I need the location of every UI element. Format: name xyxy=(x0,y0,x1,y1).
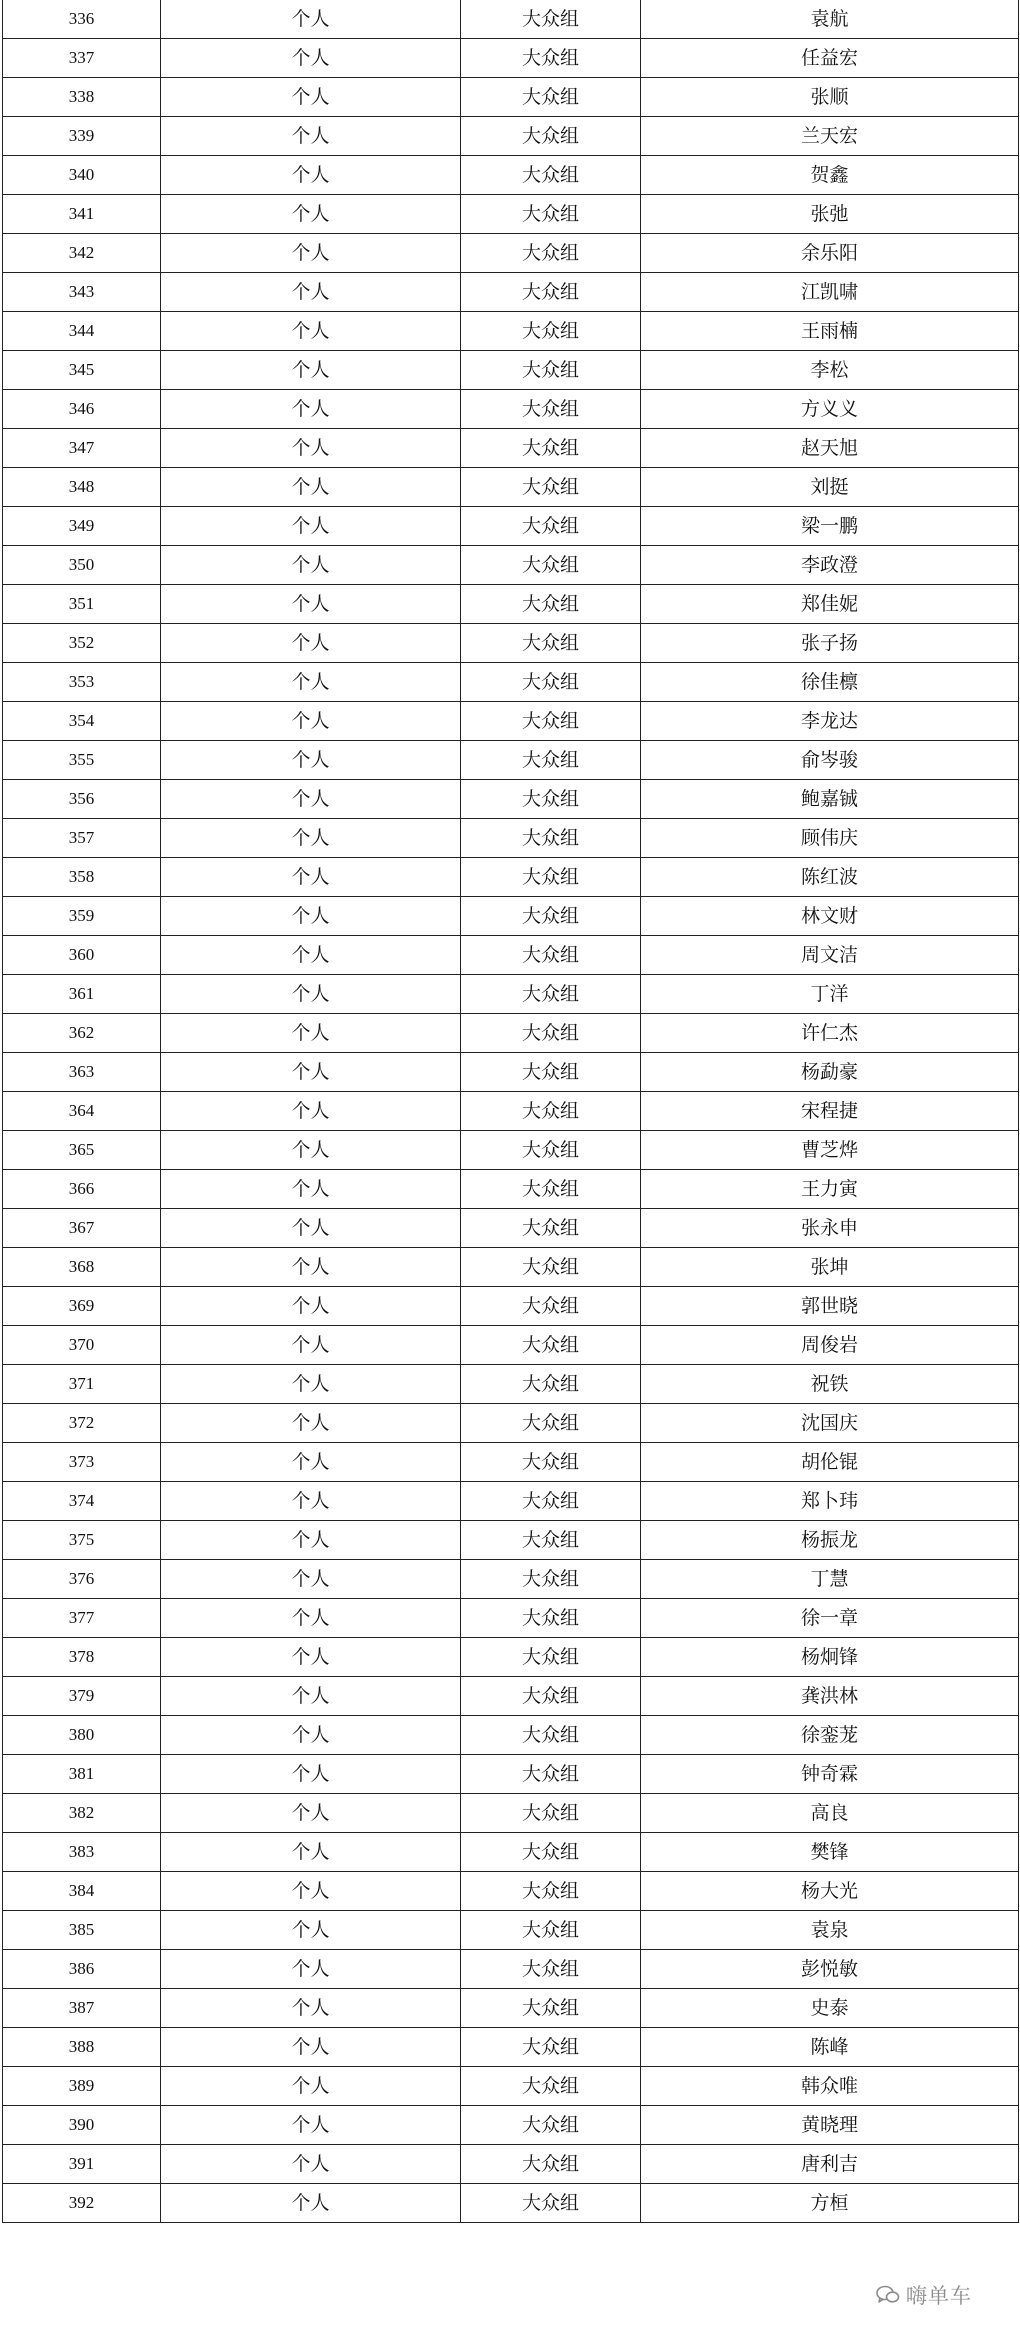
row-number-cell: 340 xyxy=(3,156,161,195)
table-row xyxy=(3,1170,1019,1209)
participant-name-cell: 钟奇霖 xyxy=(641,1755,1019,1794)
category-cell: 大众组 xyxy=(461,1872,641,1911)
participant-name-cell: 宋程捷 xyxy=(641,1092,1019,1131)
category-cell: 大众组 xyxy=(461,2028,641,2067)
participant-name-cell: 张子扬 xyxy=(641,624,1019,663)
participant-name-cell: 郑卜玮 xyxy=(641,1482,1019,1521)
row-number-cell: 364 xyxy=(3,1092,161,1131)
participant-name-cell: 袁航 xyxy=(641,0,1019,39)
participant-name-cell: 兰天宏 xyxy=(641,117,1019,156)
participant-name-cell: 李龙达 xyxy=(641,702,1019,741)
entry-type-cell: 个人 xyxy=(161,1794,461,1833)
row-number-cell: 392 xyxy=(3,2184,161,2223)
entry-type-cell: 个人 xyxy=(161,897,461,936)
row-number-cell: 353 xyxy=(3,663,161,702)
entry-type-cell: 个人 xyxy=(161,1248,461,1287)
table-row xyxy=(3,1131,1019,1170)
participant-name-cell: 袁泉 xyxy=(641,1911,1019,1950)
category-cell: 大众组 xyxy=(461,156,641,195)
category-cell: 大众组 xyxy=(461,429,641,468)
table-row xyxy=(3,1482,1019,1521)
table-row xyxy=(3,741,1019,780)
participant-name-cell: 张顺 xyxy=(641,78,1019,117)
participant-name-cell: 史泰 xyxy=(641,1989,1019,2028)
row-number-cell: 381 xyxy=(3,1755,161,1794)
table-row xyxy=(3,117,1019,156)
category-cell: 大众组 xyxy=(461,897,641,936)
participant-name-cell: 杨勐豪 xyxy=(641,1053,1019,1092)
participant-name-cell: 李政澄 xyxy=(641,546,1019,585)
row-number-cell: 378 xyxy=(3,1638,161,1677)
entry-type-cell: 个人 xyxy=(161,1170,461,1209)
participant-name-cell: 方桓 xyxy=(641,2184,1019,2223)
entry-type-cell: 个人 xyxy=(161,390,461,429)
category-cell: 大众组 xyxy=(461,624,641,663)
row-number-cell: 354 xyxy=(3,702,161,741)
row-number-cell: 342 xyxy=(3,234,161,273)
entry-type-cell: 个人 xyxy=(161,2028,461,2067)
entry-type-cell: 个人 xyxy=(161,468,461,507)
category-cell: 大众组 xyxy=(461,1599,641,1638)
participant-name-cell: 周俊岩 xyxy=(641,1326,1019,1365)
table-row xyxy=(3,624,1019,663)
entry-type-cell: 个人 xyxy=(161,2184,461,2223)
row-number-cell: 389 xyxy=(3,2067,161,2106)
row-number-cell: 387 xyxy=(3,1989,161,2028)
entry-type-cell: 个人 xyxy=(161,936,461,975)
table-row xyxy=(3,351,1019,390)
table-row xyxy=(3,1794,1019,1833)
row-number-cell: 374 xyxy=(3,1482,161,1521)
entry-type-cell: 个人 xyxy=(161,585,461,624)
category-cell: 大众组 xyxy=(461,1248,641,1287)
category-cell: 大众组 xyxy=(461,2067,641,2106)
category-cell: 大众组 xyxy=(461,858,641,897)
entry-type-cell: 个人 xyxy=(161,0,461,39)
category-cell: 大众组 xyxy=(461,1443,641,1482)
row-number-cell: 383 xyxy=(3,1833,161,1872)
row-number-cell: 376 xyxy=(3,1560,161,1599)
row-number-cell: 337 xyxy=(3,39,161,78)
participant-name-cell: 林文财 xyxy=(641,897,1019,936)
category-cell: 大众组 xyxy=(461,1170,641,1209)
category-cell: 大众组 xyxy=(461,975,641,1014)
participant-name-cell: 龚洪林 xyxy=(641,1677,1019,1716)
entry-type-cell: 个人 xyxy=(161,1404,461,1443)
table-row xyxy=(3,1560,1019,1599)
row-number-cell: 368 xyxy=(3,1248,161,1287)
participant-name-cell: 刘挺 xyxy=(641,468,1019,507)
source-watermark xyxy=(872,2280,976,2310)
table-row xyxy=(3,468,1019,507)
table-row xyxy=(3,585,1019,624)
participant-name-cell: 丁慧 xyxy=(641,1560,1019,1599)
participant-name-cell: 徐一章 xyxy=(641,1599,1019,1638)
entry-type-cell: 个人 xyxy=(161,2067,461,2106)
row-number-cell: 388 xyxy=(3,2028,161,2067)
entry-type-cell: 个人 xyxy=(161,429,461,468)
row-number-cell: 345 xyxy=(3,351,161,390)
table-row xyxy=(3,858,1019,897)
entry-type-cell: 个人 xyxy=(161,234,461,273)
table-row xyxy=(3,702,1019,741)
category-cell: 大众组 xyxy=(461,741,641,780)
row-number-cell: 370 xyxy=(3,1326,161,1365)
watermark-text: 嗨单车 xyxy=(906,2284,972,2308)
row-number-cell: 359 xyxy=(3,897,161,936)
row-number-cell: 371 xyxy=(3,1365,161,1404)
table-row xyxy=(3,1443,1019,1482)
entry-type-cell: 个人 xyxy=(161,546,461,585)
participant-name-cell: 贺鑫 xyxy=(641,156,1019,195)
participant-name-cell: 张永申 xyxy=(641,1209,1019,1248)
participant-name-cell: 张弛 xyxy=(641,195,1019,234)
category-cell: 大众组 xyxy=(461,39,641,78)
table-row xyxy=(3,1287,1019,1326)
category-cell: 大众组 xyxy=(461,2145,641,2184)
entry-type-cell: 个人 xyxy=(161,1989,461,2028)
entry-type-cell: 个人 xyxy=(161,1677,461,1716)
row-number-cell: 391 xyxy=(3,2145,161,2184)
participant-name-cell: 俞岑骏 xyxy=(641,741,1019,780)
participant-name-cell: 王力寅 xyxy=(641,1170,1019,1209)
table-row xyxy=(3,1365,1019,1404)
category-cell: 大众组 xyxy=(461,663,641,702)
entry-type-cell: 个人 xyxy=(161,1209,461,1248)
entry-type-cell: 个人 xyxy=(161,117,461,156)
row-number-cell: 351 xyxy=(3,585,161,624)
table-row xyxy=(3,2106,1019,2145)
table-row xyxy=(3,1521,1019,1560)
participant-name-cell: 张坤 xyxy=(641,1248,1019,1287)
row-number-cell: 357 xyxy=(3,819,161,858)
row-number-cell: 356 xyxy=(3,780,161,819)
row-number-cell: 390 xyxy=(3,2106,161,2145)
table-row xyxy=(3,78,1019,117)
participant-name-cell: 陈红波 xyxy=(641,858,1019,897)
row-number-cell: 365 xyxy=(3,1131,161,1170)
row-number-cell: 386 xyxy=(3,1950,161,1989)
table-row xyxy=(3,234,1019,273)
row-number-cell: 358 xyxy=(3,858,161,897)
category-cell: 大众组 xyxy=(461,780,641,819)
category-cell: 大众组 xyxy=(461,1950,641,1989)
entry-type-cell: 个人 xyxy=(161,78,461,117)
participant-table-body xyxy=(3,0,1019,2223)
category-cell: 大众组 xyxy=(461,2184,641,2223)
table-row xyxy=(3,1638,1019,1677)
participant-name-cell: 沈国庆 xyxy=(641,1404,1019,1443)
category-cell: 大众组 xyxy=(461,1911,641,1950)
participant-name-cell: 杨振龙 xyxy=(641,1521,1019,1560)
row-number-cell: 366 xyxy=(3,1170,161,1209)
category-cell: 大众组 xyxy=(461,195,641,234)
entry-type-cell: 个人 xyxy=(161,1326,461,1365)
table-row xyxy=(3,0,1019,39)
row-number-cell: 384 xyxy=(3,1872,161,1911)
row-number-cell: 367 xyxy=(3,1209,161,1248)
row-number-cell: 363 xyxy=(3,1053,161,1092)
table-row xyxy=(3,1677,1019,1716)
entry-type-cell: 个人 xyxy=(161,156,461,195)
entry-type-cell: 个人 xyxy=(161,858,461,897)
table-row xyxy=(3,936,1019,975)
row-number-cell: 348 xyxy=(3,468,161,507)
entry-type-cell: 个人 xyxy=(161,1014,461,1053)
category-cell: 大众组 xyxy=(461,1287,641,1326)
table-row xyxy=(3,273,1019,312)
row-number-cell: 380 xyxy=(3,1716,161,1755)
table-row xyxy=(3,195,1019,234)
category-cell: 大众组 xyxy=(461,1521,641,1560)
entry-type-cell: 个人 xyxy=(161,195,461,234)
row-number-cell: 375 xyxy=(3,1521,161,1560)
row-number-cell: 350 xyxy=(3,546,161,585)
row-number-cell: 338 xyxy=(3,78,161,117)
entry-type-cell: 个人 xyxy=(161,1287,461,1326)
participant-name-cell: 陈峰 xyxy=(641,2028,1019,2067)
category-cell: 大众组 xyxy=(461,1404,641,1443)
entry-type-cell: 个人 xyxy=(161,1950,461,1989)
entry-type-cell: 个人 xyxy=(161,819,461,858)
entry-type-cell: 个人 xyxy=(161,1092,461,1131)
row-number-cell: 379 xyxy=(3,1677,161,1716)
row-number-cell: 361 xyxy=(3,975,161,1014)
row-number-cell: 369 xyxy=(3,1287,161,1326)
category-cell: 大众组 xyxy=(461,1989,641,2028)
table-row xyxy=(3,1053,1019,1092)
entry-type-cell: 个人 xyxy=(161,1053,461,1092)
entry-type-cell: 个人 xyxy=(161,1599,461,1638)
row-number-cell: 373 xyxy=(3,1443,161,1482)
entry-type-cell: 个人 xyxy=(161,663,461,702)
entry-type-cell: 个人 xyxy=(161,702,461,741)
entry-type-cell: 个人 xyxy=(161,312,461,351)
category-cell: 大众组 xyxy=(461,1209,641,1248)
table-row xyxy=(3,1716,1019,1755)
participant-name-cell: 许仁杰 xyxy=(641,1014,1019,1053)
table-row xyxy=(3,1950,1019,1989)
entry-type-cell: 个人 xyxy=(161,1638,461,1677)
table-row xyxy=(3,2184,1019,2223)
row-number-cell: 344 xyxy=(3,312,161,351)
table-row xyxy=(3,897,1019,936)
category-cell: 大众组 xyxy=(461,1014,641,1053)
category-cell: 大众组 xyxy=(461,819,641,858)
participant-name-cell: 丁洋 xyxy=(641,975,1019,1014)
row-number-cell: 372 xyxy=(3,1404,161,1443)
category-cell: 大众组 xyxy=(461,1677,641,1716)
table-row xyxy=(3,39,1019,78)
table-row xyxy=(3,1989,1019,2028)
row-number-cell: 347 xyxy=(3,429,161,468)
entry-type-cell: 个人 xyxy=(161,1872,461,1911)
entry-type-cell: 个人 xyxy=(161,1911,461,1950)
entry-type-cell: 个人 xyxy=(161,1716,461,1755)
table-row xyxy=(3,1326,1019,1365)
table-row xyxy=(3,975,1019,1014)
row-number-cell: 360 xyxy=(3,936,161,975)
participant-name-cell: 梁一鹏 xyxy=(641,507,1019,546)
entry-type-cell: 个人 xyxy=(161,507,461,546)
category-cell: 大众组 xyxy=(461,1092,641,1131)
participant-name-cell: 彭悦敏 xyxy=(641,1950,1019,1989)
participant-name-cell: 黄晓理 xyxy=(641,2106,1019,2145)
category-cell: 大众组 xyxy=(461,1794,641,1833)
category-cell: 大众组 xyxy=(461,78,641,117)
row-number-cell: 377 xyxy=(3,1599,161,1638)
table-row xyxy=(3,2067,1019,2106)
entry-type-cell: 个人 xyxy=(161,39,461,78)
participant-name-cell: 赵天旭 xyxy=(641,429,1019,468)
category-cell: 大众组 xyxy=(461,702,641,741)
entry-type-cell: 个人 xyxy=(161,1560,461,1599)
category-cell: 大众组 xyxy=(461,468,641,507)
table-row xyxy=(3,312,1019,351)
participant-name-cell: 唐利吉 xyxy=(641,2145,1019,2184)
table-row xyxy=(3,546,1019,585)
category-cell: 大众组 xyxy=(461,1833,641,1872)
wechat-chat-bubble-icon xyxy=(876,2285,900,2305)
entry-type-cell: 个人 xyxy=(161,2145,461,2184)
table-row xyxy=(3,2028,1019,2067)
participant-name-cell: 杨炯锋 xyxy=(641,1638,1019,1677)
entry-type-cell: 个人 xyxy=(161,1365,461,1404)
table-row xyxy=(3,780,1019,819)
category-cell: 大众组 xyxy=(461,1638,641,1677)
table-row xyxy=(3,1092,1019,1131)
category-cell: 大众组 xyxy=(461,1326,641,1365)
table-row xyxy=(3,2145,1019,2184)
category-cell: 大众组 xyxy=(461,117,641,156)
category-cell: 大众组 xyxy=(461,1755,641,1794)
category-cell: 大众组 xyxy=(461,546,641,585)
table-row xyxy=(3,1833,1019,1872)
participant-name-cell: 胡伦锟 xyxy=(641,1443,1019,1482)
row-number-cell: 385 xyxy=(3,1911,161,1950)
category-cell: 大众组 xyxy=(461,0,641,39)
entry-type-cell: 个人 xyxy=(161,273,461,312)
entry-type-cell: 个人 xyxy=(161,1755,461,1794)
category-cell: 大众组 xyxy=(461,507,641,546)
table-row xyxy=(3,507,1019,546)
row-number-cell: 382 xyxy=(3,1794,161,1833)
row-number-cell: 355 xyxy=(3,741,161,780)
participant-name-cell: 曹芝烨 xyxy=(641,1131,1019,1170)
category-cell: 大众组 xyxy=(461,234,641,273)
table-row xyxy=(3,1599,1019,1638)
row-number-cell: 352 xyxy=(3,624,161,663)
entry-type-cell: 个人 xyxy=(161,975,461,1014)
participant-name-cell: 徐銮茏 xyxy=(641,1716,1019,1755)
participant-name-cell: 樊锋 xyxy=(641,1833,1019,1872)
row-number-cell: 346 xyxy=(3,390,161,429)
row-number-cell: 341 xyxy=(3,195,161,234)
entry-type-cell: 个人 xyxy=(161,1833,461,1872)
participant-name-cell: 周文洁 xyxy=(641,936,1019,975)
category-cell: 大众组 xyxy=(461,1482,641,1521)
entry-type-cell: 个人 xyxy=(161,1482,461,1521)
table-row xyxy=(3,156,1019,195)
participant-name-cell: 江凯啸 xyxy=(641,273,1019,312)
category-cell: 大众组 xyxy=(461,1716,641,1755)
category-cell: 大众组 xyxy=(461,1053,641,1092)
table-row xyxy=(3,1209,1019,1248)
category-cell: 大众组 xyxy=(461,2106,641,2145)
entry-type-cell: 个人 xyxy=(161,1131,461,1170)
entry-type-cell: 个人 xyxy=(161,1443,461,1482)
participant-name-cell: 王雨楠 xyxy=(641,312,1019,351)
row-number-cell: 362 xyxy=(3,1014,161,1053)
table-row xyxy=(3,429,1019,468)
entry-type-cell: 个人 xyxy=(161,2106,461,2145)
entry-type-cell: 个人 xyxy=(161,351,461,390)
entry-type-cell: 个人 xyxy=(161,1521,461,1560)
table-row xyxy=(3,819,1019,858)
participant-name-cell: 任益宏 xyxy=(641,39,1019,78)
participant-name-cell: 方义义 xyxy=(641,390,1019,429)
entry-type-cell: 个人 xyxy=(161,780,461,819)
table-row xyxy=(3,390,1019,429)
participant-name-cell: 杨大光 xyxy=(641,1872,1019,1911)
participant-name-cell: 高良 xyxy=(641,1794,1019,1833)
row-number-cell: 339 xyxy=(3,117,161,156)
row-number-cell: 343 xyxy=(3,273,161,312)
participant-name-cell: 祝铁 xyxy=(641,1365,1019,1404)
category-cell: 大众组 xyxy=(461,351,641,390)
table-row xyxy=(3,1911,1019,1950)
category-cell: 大众组 xyxy=(461,1560,641,1599)
table-row xyxy=(3,1248,1019,1287)
category-cell: 大众组 xyxy=(461,1365,641,1404)
category-cell: 大众组 xyxy=(461,390,641,429)
category-cell: 大众组 xyxy=(461,936,641,975)
entry-type-cell: 个人 xyxy=(161,624,461,663)
table-row xyxy=(3,1014,1019,1053)
participant-table xyxy=(2,0,1019,2223)
participant-name-cell: 韩众唯 xyxy=(641,2067,1019,2106)
table-row xyxy=(3,663,1019,702)
category-cell: 大众组 xyxy=(461,273,641,312)
table-row xyxy=(3,1872,1019,1911)
participant-name-cell: 郭世晓 xyxy=(641,1287,1019,1326)
category-cell: 大众组 xyxy=(461,585,641,624)
participant-name-cell: 顾伟庆 xyxy=(641,819,1019,858)
participant-name-cell: 鲍嘉铖 xyxy=(641,780,1019,819)
category-cell: 大众组 xyxy=(461,1131,641,1170)
category-cell: 大众组 xyxy=(461,312,641,351)
entry-type-cell: 个人 xyxy=(161,741,461,780)
table-row xyxy=(3,1404,1019,1443)
participant-name-cell: 余乐阳 xyxy=(641,234,1019,273)
table-row xyxy=(3,1755,1019,1794)
participant-name-cell: 郑佳妮 xyxy=(641,585,1019,624)
participant-name-cell: 徐佳檩 xyxy=(641,663,1019,702)
participant-name-cell: 李松 xyxy=(641,351,1019,390)
row-number-cell: 336 xyxy=(3,0,161,39)
row-number-cell: 349 xyxy=(3,507,161,546)
